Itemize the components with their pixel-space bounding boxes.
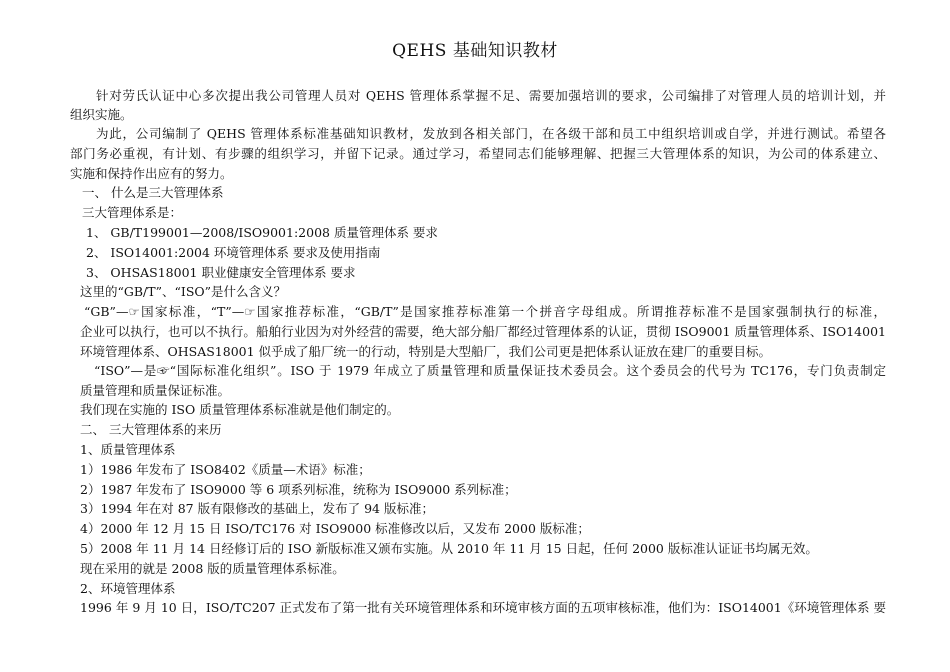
paragraph-line: 为此，公司编制了 QEHS 管理体系标准基础知识教材，发放到各相关部门，在各级干部和员工中组织培训或自学，并进行测试。希望各 — [96, 126, 886, 141]
paragraph-line: 企业可以执行，也可以不执行。船舶行业因为对外经营的需要，绝大部分船厂都经过管理体系的认证，贯彻 ISO9001 质量管理体系、ISO14001 — [80, 324, 886, 339]
paragraph-line: 组织实施。 — [70, 107, 133, 122]
paragraph-line: “GB”—☞国家标准，“T”—☞国家推荐标准，“GB/T”是国家推荐标准第一个拼音字母组成。所谓推荐标准不是国家强制执行的标准， — [84, 304, 886, 319]
list-item: 2）1987 年发布了 ISO9000 等 6 项系列标准，统称为 ISO9000 系列标准； — [80, 482, 517, 497]
paragraph-line: 1996 年 9 月 10 日，ISO/TC207 正式发布了第一批有关环境管理体系和环境审核方面的五项审核标准，他们为：ISO14001《环境管理体系 要 — [80, 600, 886, 615]
section-heading: 一、 什么是三大管理体系 — [82, 185, 224, 200]
page-title: QEHS 基础知识教材 — [392, 41, 558, 61]
paragraph-line: 现在采用的就是 2008 版的质量管理体系标准。 — [80, 561, 345, 576]
subsection-heading: 1、质量管理体系 — [80, 442, 176, 457]
section-heading: 二、 三大管理体系的来历 — [80, 422, 222, 437]
paragraph-line: 三大管理体系是： — [82, 205, 183, 220]
subsection-heading: 2、环境管理体系 — [80, 581, 176, 596]
paragraph-line: 针对劳氏认证中心多次提出我公司管理人员对 QEHS 管理体系掌握不足、需要加强培训的要求，公司编排了对管理人员的培训计划，并 — [96, 88, 886, 103]
list-item: 4）2000 年 12 月 15 日 ISO/TC176 对 ISO9000 标准修改以后，又发布 2000 版标准； — [80, 521, 590, 536]
paragraph-line: 实施和保持作出应有的努力。 — [70, 166, 233, 181]
paragraph-line: “ISO”—是☞“国际标准化组织”。ISO 于 1979 年成立了质量管理和质量保证技术委员会。这个委员会的代号为 TC176，专门负责制定 — [94, 363, 886, 378]
list-item: 1）1986 年发布了 ISO8402《质量—术语》标准； — [80, 462, 371, 477]
list-item: 5）2008 年 11 月 14 日经修订后的 ISO 新版标准又颁布实施。从 2010 年 11 月 15 日起，任何 2000 版标准认证证书均属无效。 — [80, 541, 818, 556]
paragraph-line: 我们现在实施的 ISO 质量管理体系标准就是他们制定的。 — [80, 402, 400, 417]
paragraph-line: 环境管理体系、OHSAS18001 似乎成了船厂统一的行动，特别是大型船厂，我们公司更是把体系认证放在建厂的重要目标。 — [80, 344, 772, 359]
list-item: 3、 OHSAS18001 职业健康安全管理体系 要求 — [86, 265, 356, 280]
paragraph-line: 这里的“GB/T”、“ISO”是什么含义？ — [80, 284, 287, 299]
list-item: 1、 GB/T199001—2008/ISO9001:2008 质量管理体系 要求 — [86, 225, 438, 240]
paragraph-line: 质量管理和质量保证标准。 — [80, 383, 231, 398]
paragraph-line: 部门务必重视，有计划、有步骤的组织学习，并留下记录。通过学习，希望同志们能够理解、把握三大管理体系的知识，为公司的体系建立、 — [70, 146, 886, 161]
list-item: 3）1994 年在对 87 版有限修改的基础上，发布了 94 版标准； — [80, 501, 434, 516]
list-item: 2、 ISO14001:2004 环境管理体系 要求及使用指南 — [86, 245, 381, 260]
